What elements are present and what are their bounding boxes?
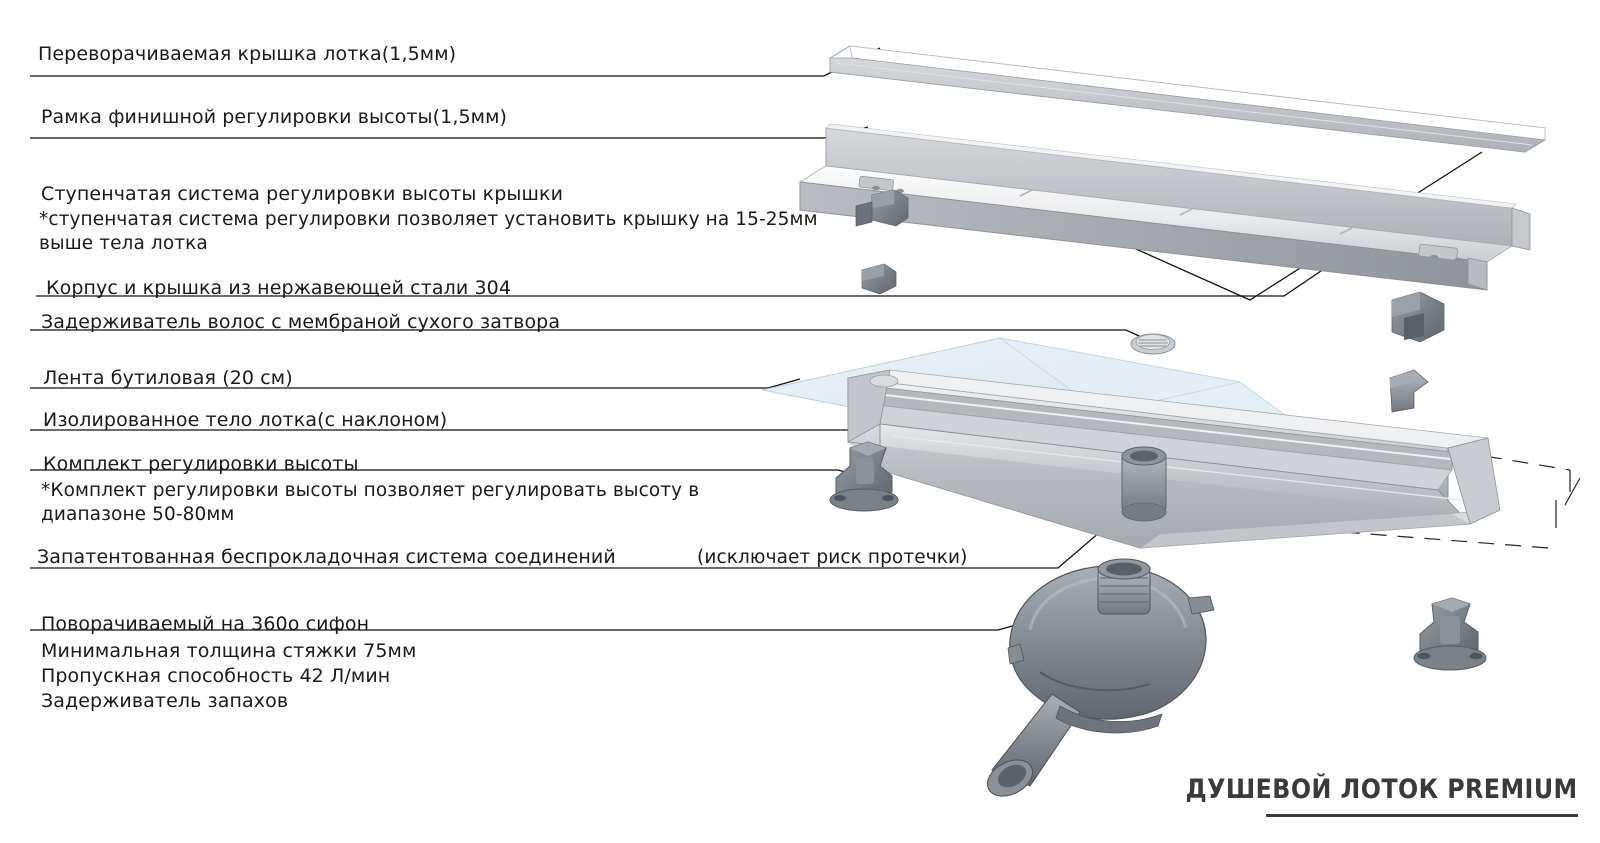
step-adjust-clip-d [1390,370,1428,412]
step-adjust-clip-b [862,264,896,294]
callout-height-kit-note: *Комплект регулировки высоты позволяет регулировать высоту в диапазоне 50-80мм [41,480,706,525]
callout-patented-joint-note: (исключает риск протечки) [697,547,968,568]
callout-patented-joint: Запатентованная беспрокладочная система соединений [37,546,616,568]
leader-lines [30,48,1482,630]
callout-cover: Переворачиваемая крышка лотка(1,5мм) [38,43,457,65]
drain-outlet-collar [1122,447,1166,521]
callout-height-kit: Комплект регулировки высоты [43,453,359,475]
callout-body: Изолированное тело лотка(с наклоном) [43,409,448,431]
brand-underline [1266,814,1578,817]
height-adjustment-frame [800,124,1530,290]
callout-frame: Рамка финишной регулировки высоты(1,5мм) [41,106,508,128]
callout-steel: Корпус и крышка из нержавеющей стали 304 [46,277,512,299]
callout-odor-trap: Задерживатель запахов [41,690,289,712]
callout-step-system-note: *ступенчатая система регулировки позволяет установить крышку на 15-25мм выше тела лотка [39,209,824,254]
callout-butyl-tape: Лента бутиловая (20 см) [43,367,293,389]
step-adjust-clip-c [1392,292,1444,342]
callout-siphon-360: Поворачиваемый на 360о сифон [41,613,370,635]
drain-cover-plate [830,46,1545,152]
callout-step-system: Ступенчатая система регулировки высоты крышки [41,183,564,205]
hair-trap-membrane [1131,334,1175,354]
callout-screed: Минимальная толщина стяжки 75мм [41,640,417,662]
height-adjust-leg-right [1414,598,1486,670]
callout-flow-rate: Пропускная способность 42 Л/мин [41,665,391,687]
brand-label: ДУШЕВОЙ ЛОТОК PREMIUM [1185,774,1578,805]
callout-hair-trap: Задерживатель волос с мембраной сухого затвора [41,311,561,333]
siphon-360 [981,559,1214,803]
